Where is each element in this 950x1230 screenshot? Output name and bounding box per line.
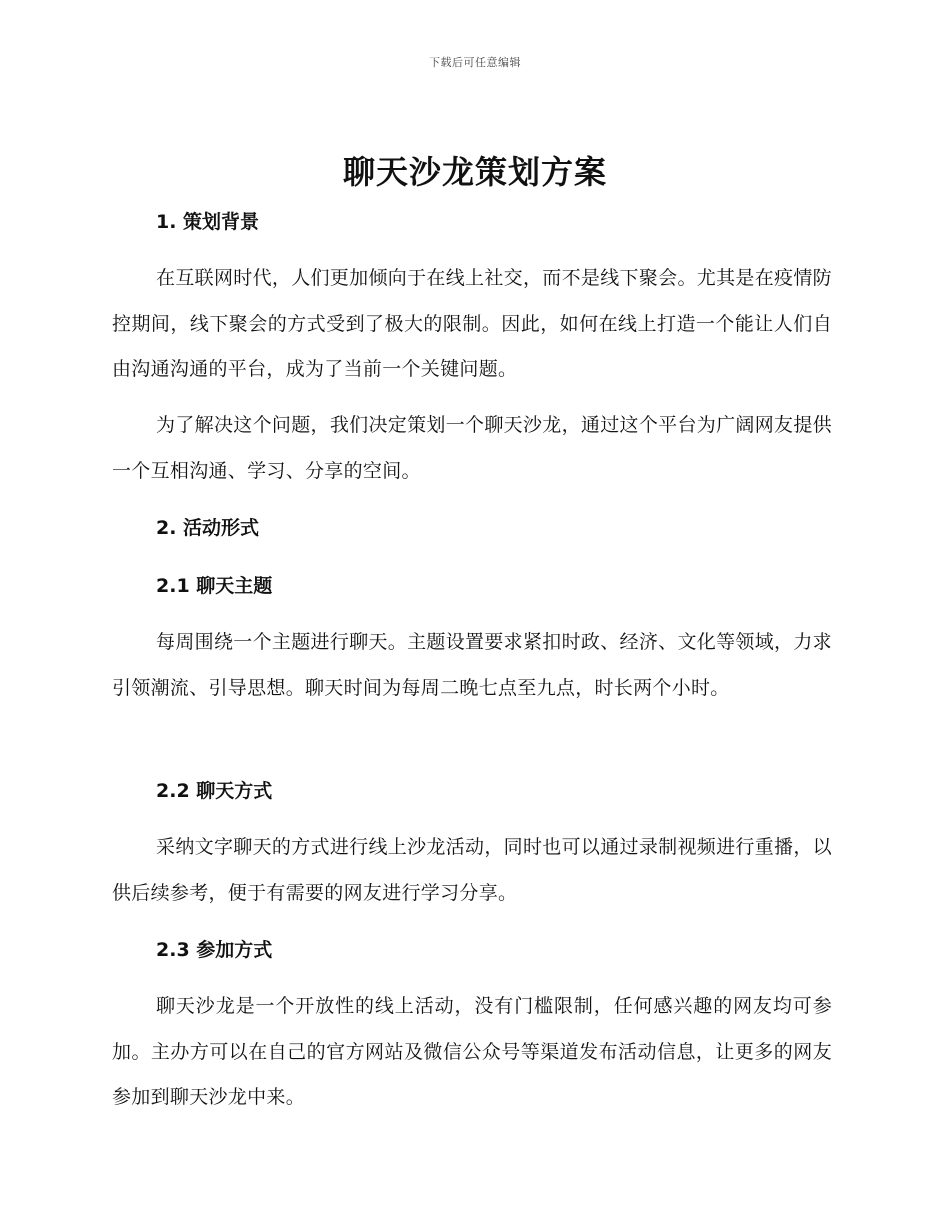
paragraph-method: 采纳文字聊天的方式进行线上沙龙活动，同时也可以通过录制视频进行重播，以供后续参考，便于有需要的网友进行学习分享。 <box>112 836 832 904</box>
section-heading-method: 2.2 聊天方式 <box>156 780 273 802</box>
section-heading-background: 1. 策划背景 <box>156 211 260 233</box>
section-heading-topic: 2.1 聊天主题 <box>156 575 273 597</box>
section-heading-participation: 2.3 参加方式 <box>156 939 273 961</box>
document-title: 聊天沙龙策划方案 <box>342 153 607 191</box>
paragraph-topic: 每周围绕一个主题进行聊天。主题设置要求紧扣时政、经济、文化等领域，力求引领潮流、引导思想。聊天时间为每周二晚七点至九点，时长两个小时。 <box>112 631 832 699</box>
header-note: 下载后可任意编辑 <box>429 56 521 69</box>
paragraph-background-2: 为了解决这个问题，我们决定策划一个聊天沙龙，通过这个平台为广阔网友提供一个互相沟通、学习、分享的空间。 <box>112 414 832 482</box>
section-heading-format: 2. 活动形式 <box>156 517 260 539</box>
paragraph-participation: 聊天沙龙是一个开放性的线上活动，没有门槛限制，任何感兴趣的网友均可参加。主办方可以在自己的官方网站及微信公众号等渠道发布活动信息，让更多的网友参加到聊天沙龙中来。 <box>112 995 832 1108</box>
paragraph-background-1: 在互联网时代，人们更加倾向于在线上社交，而不是线下聚会。尤其是在疫情防控期间，线下聚会的方式受到了极大的限制。因此，如何在线上打造一个能让人们自由沟通沟通的平台，成为了当前一个关键问题。 <box>112 267 832 380</box>
